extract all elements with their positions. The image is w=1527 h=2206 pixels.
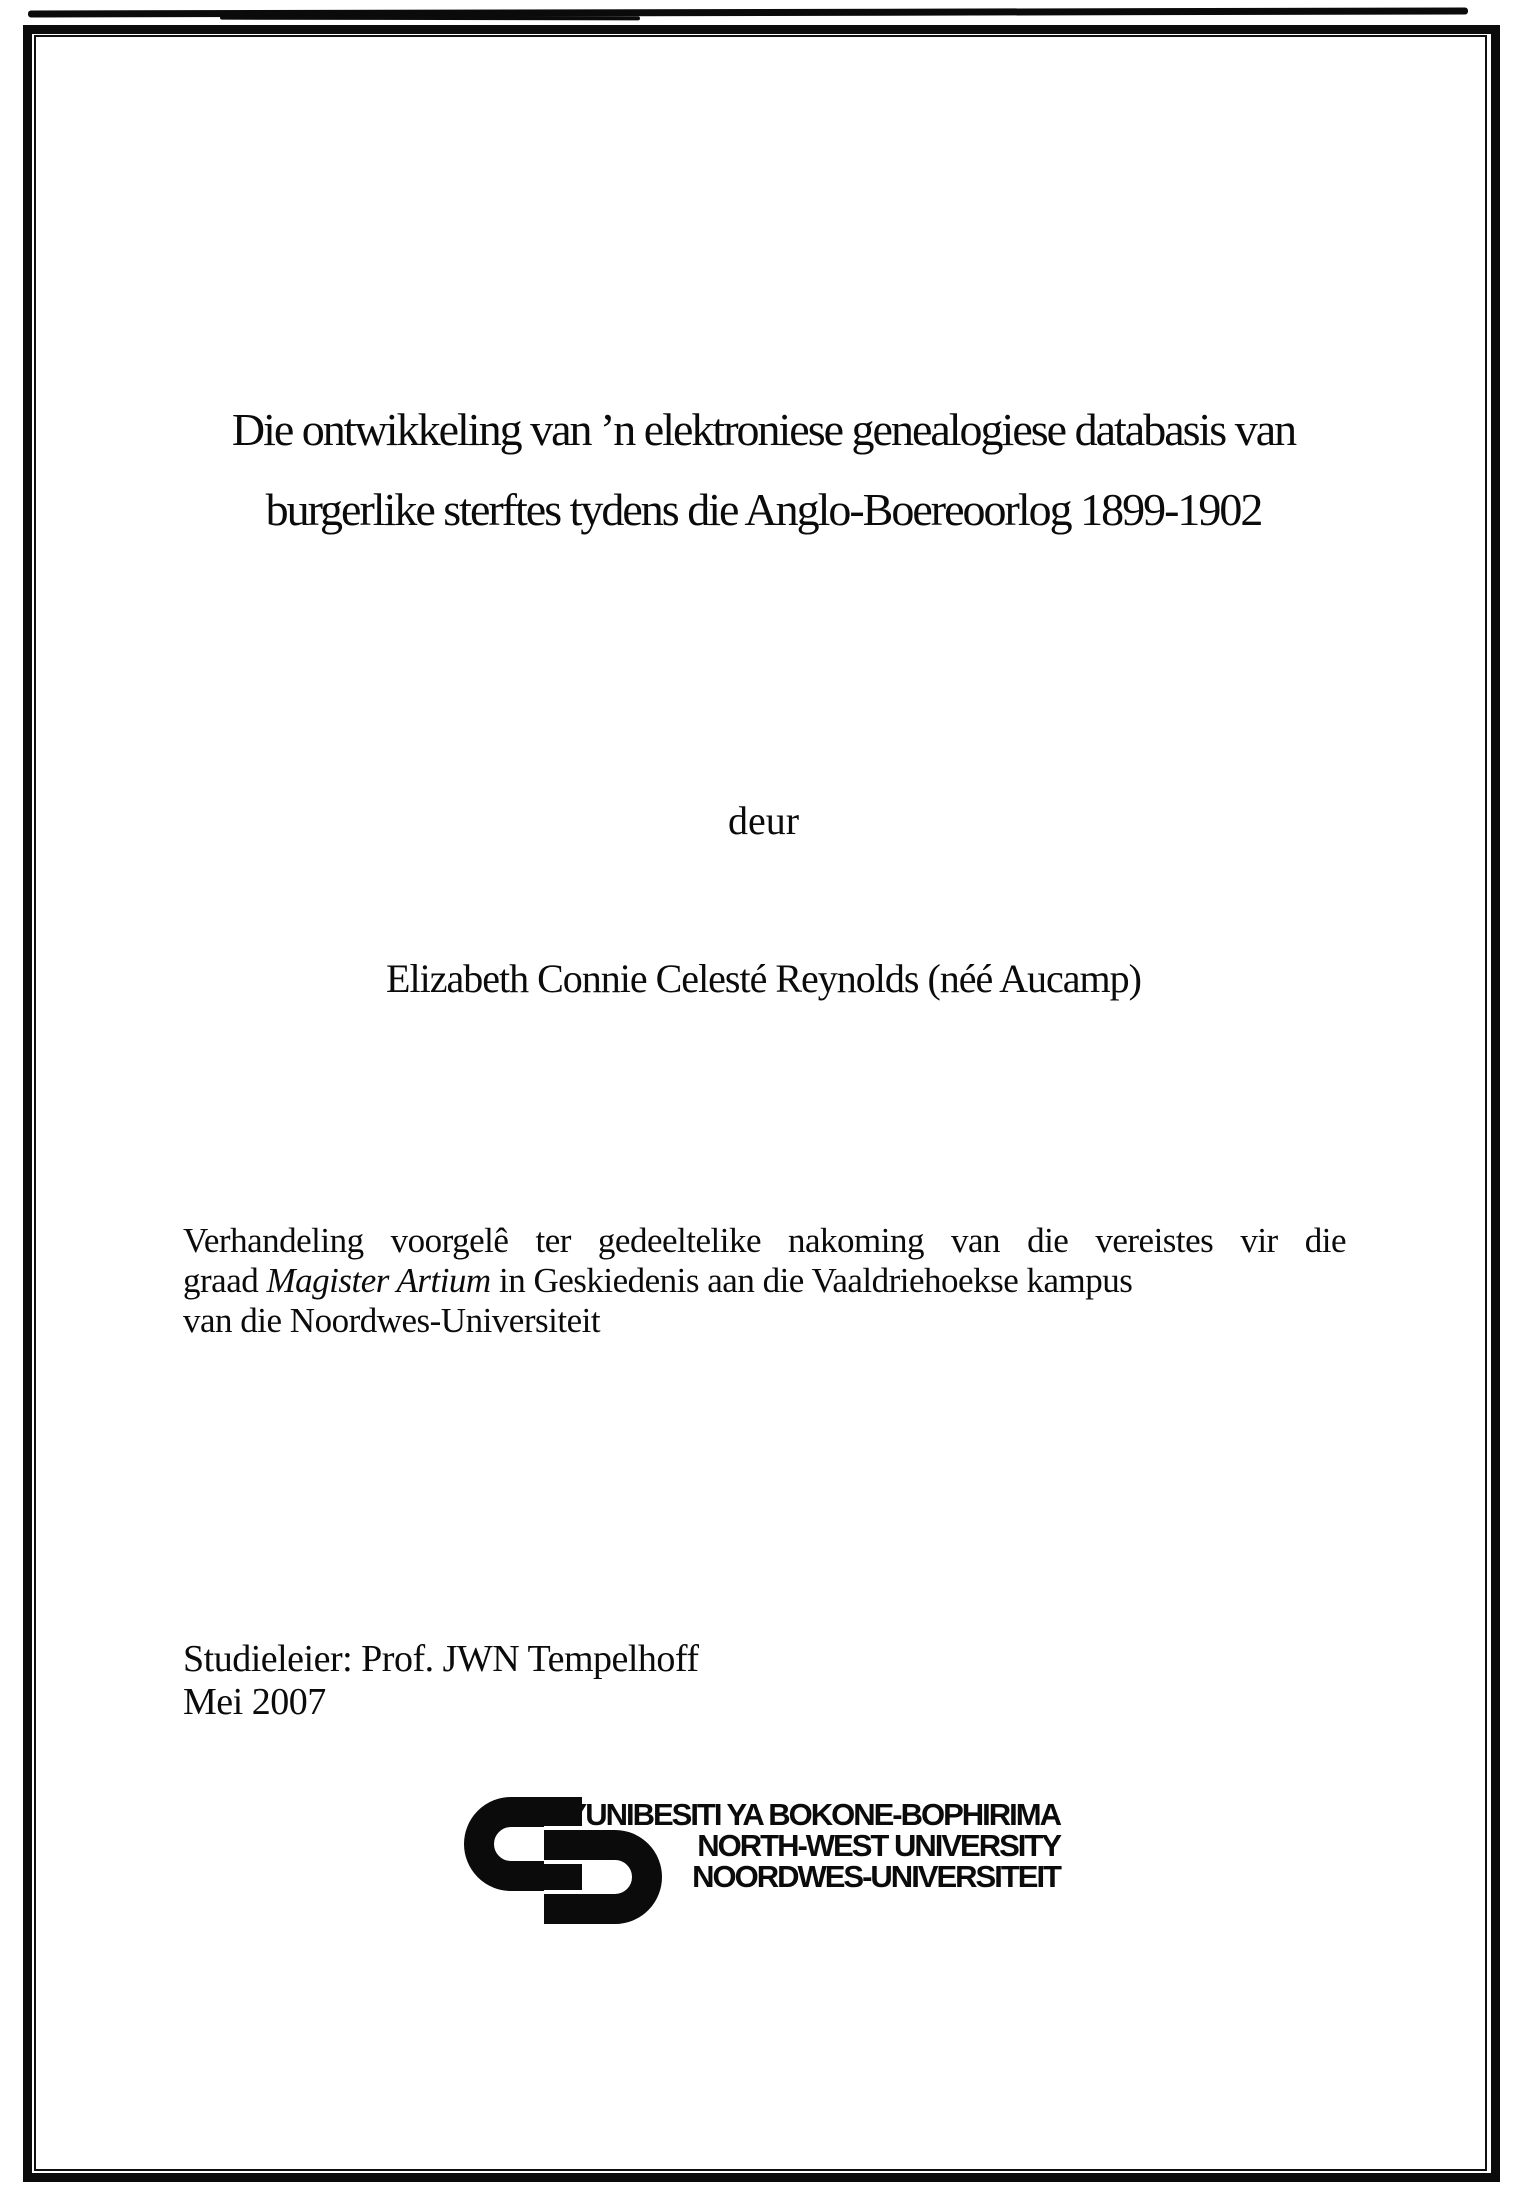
declaration-line2-pre: graad: [183, 1261, 267, 1300]
byline-label: deur: [727, 798, 800, 843]
declaration-line2-post: in Geskiedenis aan die Vaaldriehoekse kampus: [490, 1261, 1133, 1300]
thesis-title-line2: burgerlike sterftes tydens die Anglo-Boereoorlog 1899-1902: [265, 484, 1262, 535]
thesis-title: [0, 390, 1527, 550]
declaration-line2: [183, 1261, 1346, 1301]
degree-declaration: [183, 1221, 1346, 1341]
author-name: Elizabeth Connie Celesté Reynolds (néé Aucamp): [386, 956, 1141, 1001]
logo-text-afrikaans: NOORDWES-UNIVERSITEIT: [692, 1859, 1060, 1894]
declaration-line3: van die Noordwes-Universiteit: [183, 1301, 601, 1340]
scan-artifact: [220, 16, 640, 21]
page-border-inner: [34, 35, 1487, 2171]
logo-text-english: NORTH-WEST UNIVERSITY: [697, 1828, 1060, 1863]
degree-name: Magister Artium: [266, 1261, 491, 1300]
supervisor-line: Studieleier: Prof. JWN Tempelhoff: [183, 1638, 699, 1680]
supervisor-block: [183, 1638, 699, 1724]
thesis-title-line1: Die ontwikkeling van ’n elektroniese genealogiese databasis van: [231, 404, 1296, 455]
date-line: Mei 2007: [183, 1681, 326, 1723]
declaration-line1: Verhandeling voorgelê ter gedeeltelike nakoming van die vereistes vir die: [183, 1221, 1346, 1260]
logo-text-setswana: YUNIBESITI YA BOKONE-BOPHIRIMA: [566, 1797, 1060, 1832]
